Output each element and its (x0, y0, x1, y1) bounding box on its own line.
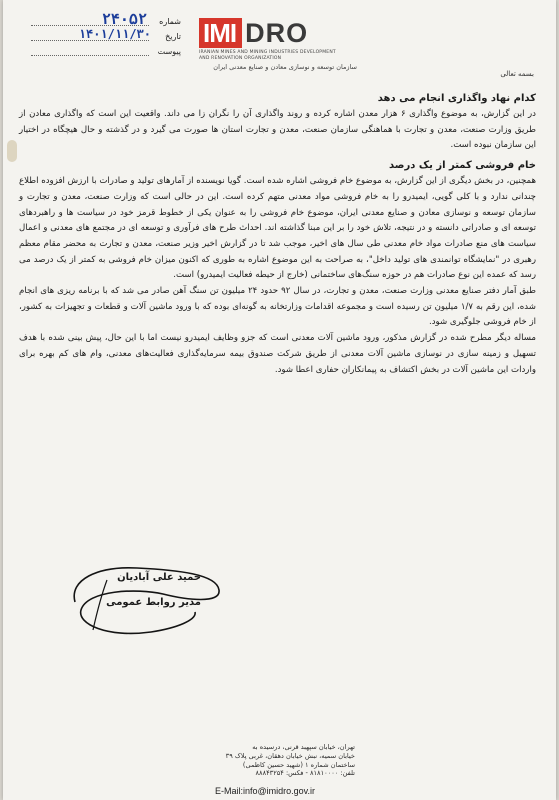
attachment-row (31, 44, 181, 59)
attachment-label: پیوست (157, 47, 181, 56)
paragraph: در این گزارش، به موضوع واگذاری ۶ هزار معدن اشاره کرده و روند واگذاری آن را نگران زا می داند. واقعیت این است که واگذاری معادن از طریق وزارت صنعت، معدن و تجارت با هماهنگی سازمان صنعت، معدن و تجارت استان ها صورت می گیرد و در گذشته و حال هیچگاه در اختیار این سازمان نبوده است. (19, 109, 536, 151)
signatory-name: حمید علی آبادیان (117, 572, 201, 583)
letter-body (19, 91, 536, 378)
address-line: ساختمان شماره ۱ (شهید حسین کاظمی) (242, 760, 355, 769)
address-line: خیابان سمیه، نبش خیابان دهقان، غربی پلاک ۳۹ (225, 751, 355, 760)
date-row (31, 29, 181, 44)
date-label: تاریخ (165, 32, 181, 41)
address-line: تهران، خیابان سپهبد قرنی، درسیده به (252, 743, 355, 751)
number-label: شماره (159, 17, 181, 26)
section-heading: کدام نهاد واگذاری انجام می دهد (377, 93, 536, 104)
paragraph: مساله دیگر مطرح شده در گزارش مذکور، ورود ماشین آلات معدنی است که جزو وظایف ایمیدرو نیست اما با این حال، پیش بینی شده با هدف تسهیل و زمینه سازی در نوسازی ماشین آلات معدنی از طریق شرکت صندوق بیمه سرمایه‌گذاری فعالیت‌های معدنی، وام های کم بهره برای واردات این ماشین آلات در بخش اکتشاف به پیمانکاران حفاری اعطا شود. (19, 333, 536, 375)
logo-english-name: IRANIAN MINES AND MINING INDUSTRIES DEVELOPMENT AND RENOVATION ORGANIZATION (199, 50, 336, 61)
punch-hole (7, 140, 17, 162)
logo-mark-dark: DRO (245, 18, 309, 48)
letter-meta (31, 10, 181, 59)
tagline: بسمه تعالی (500, 70, 534, 78)
letter-page (3, 0, 556, 800)
imidro-logo (199, 18, 357, 71)
dotted-line (31, 55, 149, 56)
paragraph: طبق آمار دفتر صنایع معدنی وزارت صنعت، معدن و تجارت، در سال ۹۲ حدود ۲۴ میلیون تن سنگ آهن صادر می شد که با برنامه ریزی های انجام شده، این رقم به ۱/۷ میلیون تن رسیده است و مجموعه اقدامات وزارتخانه به گونه‌ای بوده که با ورود ماشین آلات و قطعات و تجهیزات به کشور، از خام فروشی جلوگیری شود. (19, 286, 536, 328)
paragraph: همچنین، در بخش دیگری از این گزارش، به موضوع خام فروشی اشاره شده است. گویا نویسنده از آمارهای تولید و صادرات با ارزش افزوده اطلاع چندانی ندارد و با کلی گویی، ایمیدرو را به خام فروشی مواد معدنی متهم کرده است. این در حالی است که وزارت صنعت، معدن و تجارت و سازمان توسعه و نوسازی معادن و صنایع معدنی ایران، موضوع خام فروشی را به عنوان یکی از خطوط قرمز خود در سیاست ها و راهبردهای توسعه ای و صادراتی دانسته و در نتیجه، تلاش خود را بر این مبنا گذاشته اند. احداث طرح های فرآوری و توسعه ای در مجتمع های معدنی و اعمال سیاست های منع صادرات مواد خام معدنی طی سال های اخیر، موجب شد تا در گزارش اخیر وزیر صنعت، معدن و تجارت به محضر مقام معظم رهبری در "نمایشگاه توانمندی های تولید داخل"، به صراحت به این موضوع اشاره به طوری که اکنون میزان خام فروشی به کمتر از یک درصد می رسد که عمده این نوع صادرات هم در حوزه سنگ‌های ساختمانی (خارج از حیطه فعالیت ایمیدرو) است. (19, 176, 536, 281)
dotted-line (31, 25, 149, 26)
email-address[interactable]: E-Mail:info@imidro.gov.ir (215, 786, 315, 796)
logo-mark-red: IMI (199, 18, 242, 48)
signatory-title: مدیر روابط عمومی (106, 597, 201, 608)
address-block (215, 743, 355, 778)
signature-block (67, 560, 227, 646)
logo-mark (199, 18, 357, 48)
logo-persian-name: سازمان توسعه و نوسازی معادن و صنایع معدنی ایران (213, 63, 357, 71)
dotted-line (31, 40, 149, 41)
phone-fax: تلفن: ۸۱۸۱۰۰۰۰ - فکس: ۸۸۸۴۳۲۵۴ (255, 769, 355, 778)
section-heading: خام فروشی کمتر از یک درصد (389, 160, 536, 172)
date-value: ۱۴۰۱/۱۱/۳۰ (78, 27, 151, 41)
number-value: ۲۴۰۵۲ (101, 10, 147, 28)
